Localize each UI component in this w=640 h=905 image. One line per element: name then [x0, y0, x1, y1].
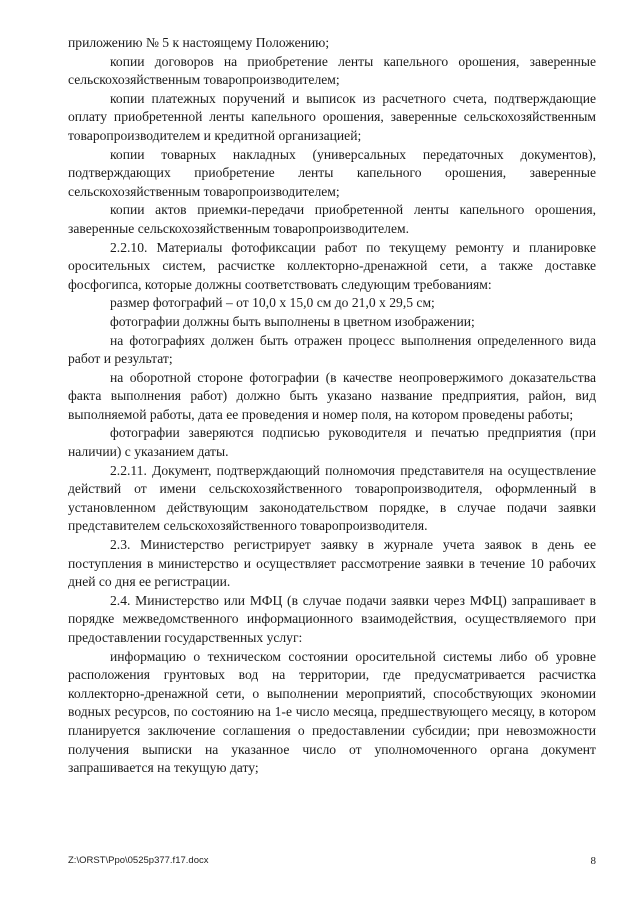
paragraph-payment-orders: копии платежных поручений и выписок из расчетного счета, подтверждающие оплату приобретенной ленты капельного орошения, заверенные сельскохозяйственным товаропроизводителем и кредитной организацией;	[68, 90, 596, 143]
document-body	[68, 34, 596, 778]
paragraph-2-3: 2.3. Министерство регистрирует заявку в журнале учета заявок в день ее поступления в министерство и осуществляет рассмотрение заявки в течение 10 рабочих дней со дня ее регистрации.	[68, 537, 596, 590]
paragraph-continuation: приложению № 5 к настоящему Положению;	[68, 35, 330, 50]
paragraph-2-2-10: 2.2.10. Материалы фотофиксации работ по текущему ремонту и планировке оросительных систем, расчистке коллекторно-дренажной сети, а также доставке фосфогипса, которые должны соответствовать следующим требованиям:	[68, 239, 596, 292]
page-footer	[68, 855, 596, 867]
paragraph-2-2-11: 2.2.11. Документ, подтверждающий полномочия представителя на осуществление действий от имени сельскохозяйственного товаропроизводителя, оформленный в установленном действующим законодательством порядке, в случае подачи заявки представителем сельскохозяйственного товаропроизводителя.	[68, 462, 596, 534]
paragraph-photo-process: на фотографиях должен быть отражен процесс выполнения определенного вида работ и результат;	[68, 332, 596, 367]
paragraph-invoices: копии товарных накладных (универсальных передаточных документов), подтверждающих приобретение ленты капельного орошения, заверенные сельскохозяйственным товаропроизводителем;	[68, 146, 596, 199]
paragraph-2-4: 2.4. Министерство или МФЦ (в случае подачи заявки через МФЦ) запрашивает в порядке межведомственного информационного взаимодействия, осуществляемого при предоставлении государственных услуг:	[68, 592, 596, 645]
paragraph-acceptance-acts: копии актов приемки-передачи приобретенной ленты капельного орошения, заверенные сельскохозяйственным товаропроизводителем.	[68, 202, 596, 236]
paragraph-photo-certification: фотографии заверяются подписью руководителя и печатью предприятия (при наличии) с указанием даты.	[68, 425, 596, 460]
page-number: 8	[590, 855, 596, 867]
paragraph-photo-reverse: на оборотной стороне фотографии (в качестве неопровержимого доказательства факта выполнения работ) должно быть указано название предприятия, район, вид выполняемой работы, дата ее проведения и номер поля, на котором проведены работы;	[68, 369, 596, 422]
paragraph-irrigation-info: информацию о техническом состоянии оросительной системы либо об уровне расположения грунтовых вод на территории, где предусматривается расчистка коллекторно-дренажной сети, о выполнении мероприятий, способствующих экономии водных ресурсов, по состоянию на 1-е число месяца, предшествующего месяцу, в котором планируется заключение соглашения о предоставлении субсидии; при невозможности получения выписки на указанное число от уполномоченного органа документ запрашивается на текущую дату;	[68, 648, 596, 776]
paragraph-photo-color: фотографии должны быть выполнены в цветном изображении;	[110, 313, 475, 329]
paragraph-contract-copies: копии договоров на приобретение ленты капельного орошения, заверенные сельскохозяйственным товаропроизводителем;	[68, 53, 596, 88]
footer-file-path: Z:\ORST\Ppo\0525p377.f17.docx	[68, 855, 209, 866]
paragraph-photo-size: размер фотографий – от 10,0 х 15,0 см до 21,0 х 29,5 см;	[110, 295, 435, 311]
